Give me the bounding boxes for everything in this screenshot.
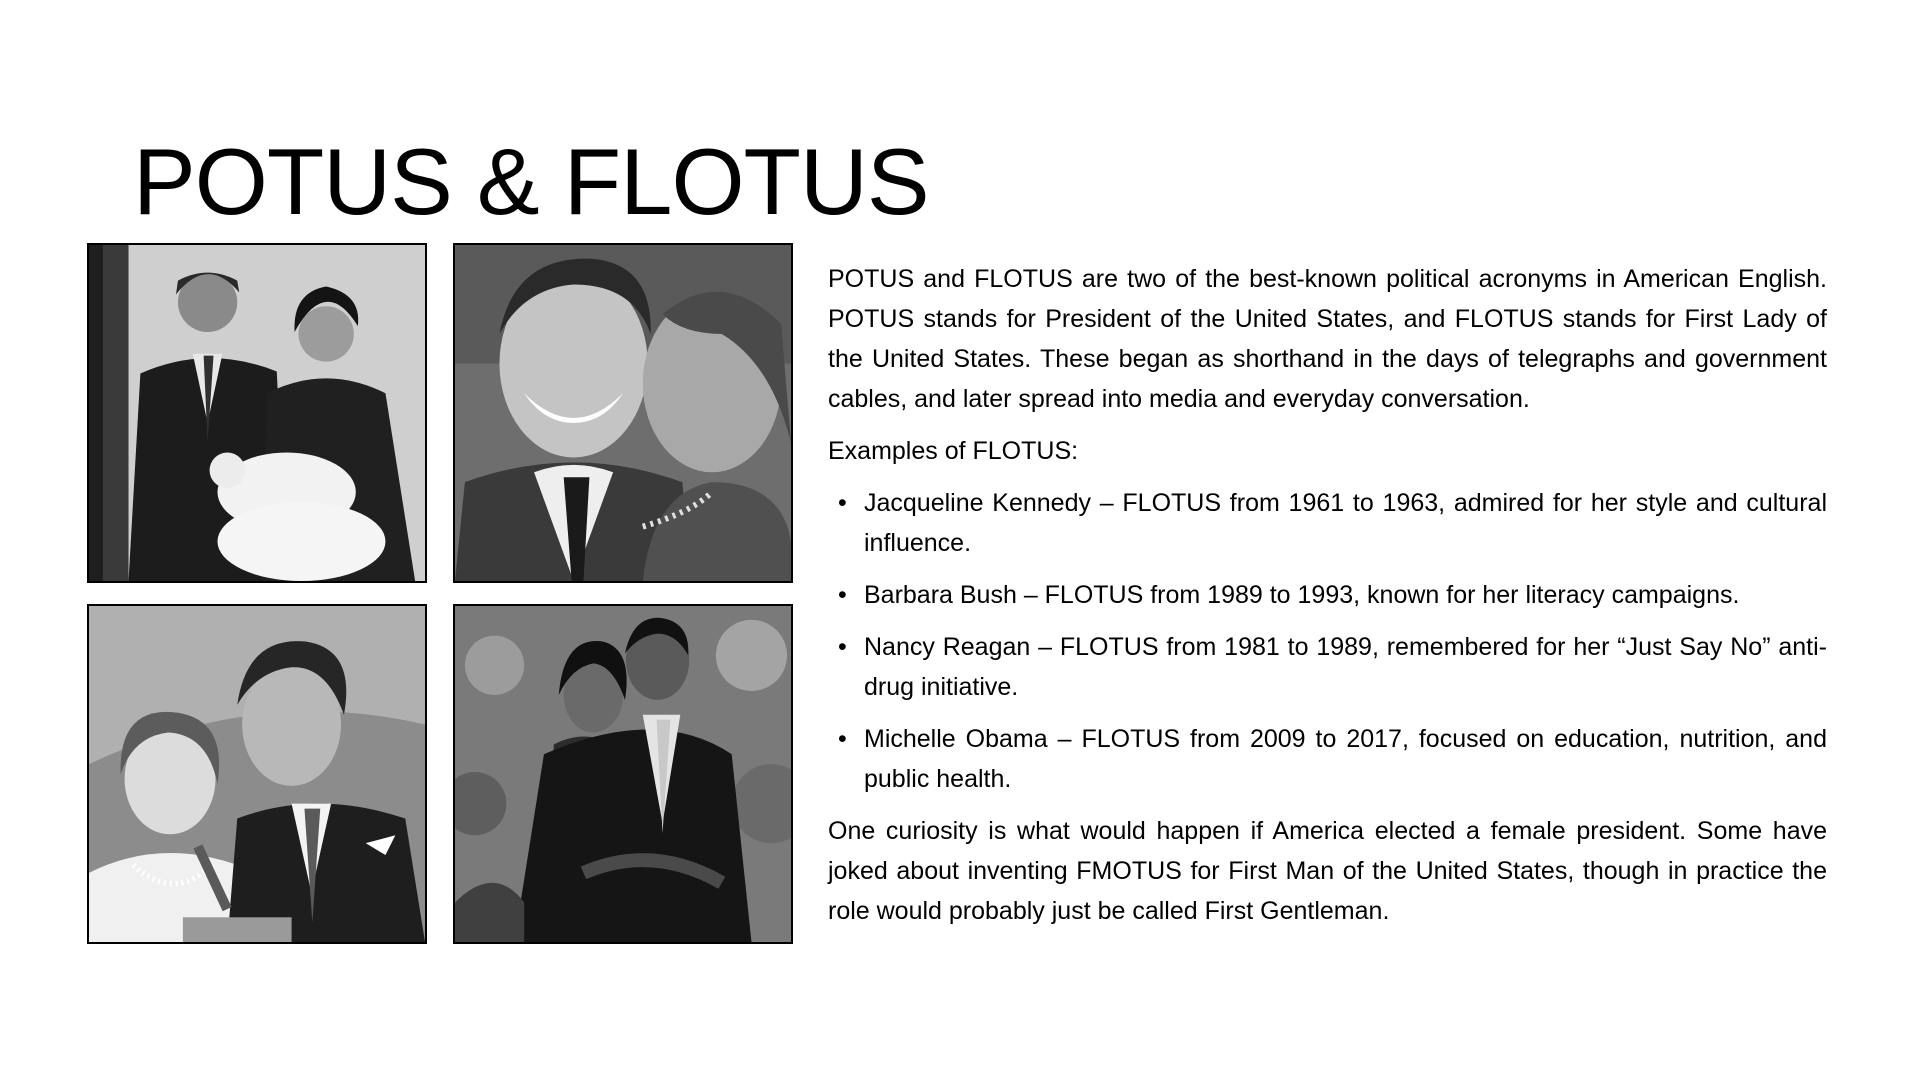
slide-body [828,259,1827,943]
photo-bush-couple-image [455,245,791,581]
photo-kennedy-family-image [89,245,425,581]
closing-paragraph: One curiosity is what would happen if America elected a female president. Some have joked about inventing FMOTUS for First Man of the United States, though in practice the role would probably just be called First Gentleman. [828,817,1827,925]
photo-bush-couple [453,243,793,583]
examples-heading: Examples of FLOTUS: [828,437,1079,465]
slide-title: POTUS & FLOTUS [133,129,929,234]
list-item [828,719,1827,799]
list-item [828,575,1827,615]
list-item-text: Michelle Obama – FLOTUS from 2009 to 2017, focused on education, nutrition, and public health. [864,725,1827,793]
bullet-icon: • [838,581,847,609]
list-item [828,483,1827,563]
list-item-text: Barbara Bush – FLOTUS from 1989 to 1993, known for her literacy campaigns. [864,581,1740,609]
photo-obama-couple [453,604,793,944]
list-item-text: Nancy Reagan – FLOTUS from 1981 to 1989, remembered for her “Just Say No” anti-drug initiative. [864,633,1827,701]
bullet-icon: • [838,489,847,517]
list-item [828,627,1827,707]
photo-obama-couple-image [455,606,791,942]
photo-reagan-couple-image [89,606,425,942]
examples-list [828,483,1827,799]
bullet-icon: • [838,725,847,753]
list-item-text: Jacqueline Kennedy – FLOTUS from 1961 to 1963, admired for her style and cultural influence. [864,489,1827,557]
photo-reagan-couple [87,604,427,944]
intro-paragraph: POTUS and FLOTUS are two of the best-known political acronyms in American English. POTUS stands for President of the United States, and FLOTUS stands for First Lady of the United States. These began as shorthand in the days of telegraphs and government cables, and later spread into media and everyday conversation. [828,265,1827,413]
bullet-icon: • [838,633,847,661]
photo-kennedy-family [87,243,427,583]
